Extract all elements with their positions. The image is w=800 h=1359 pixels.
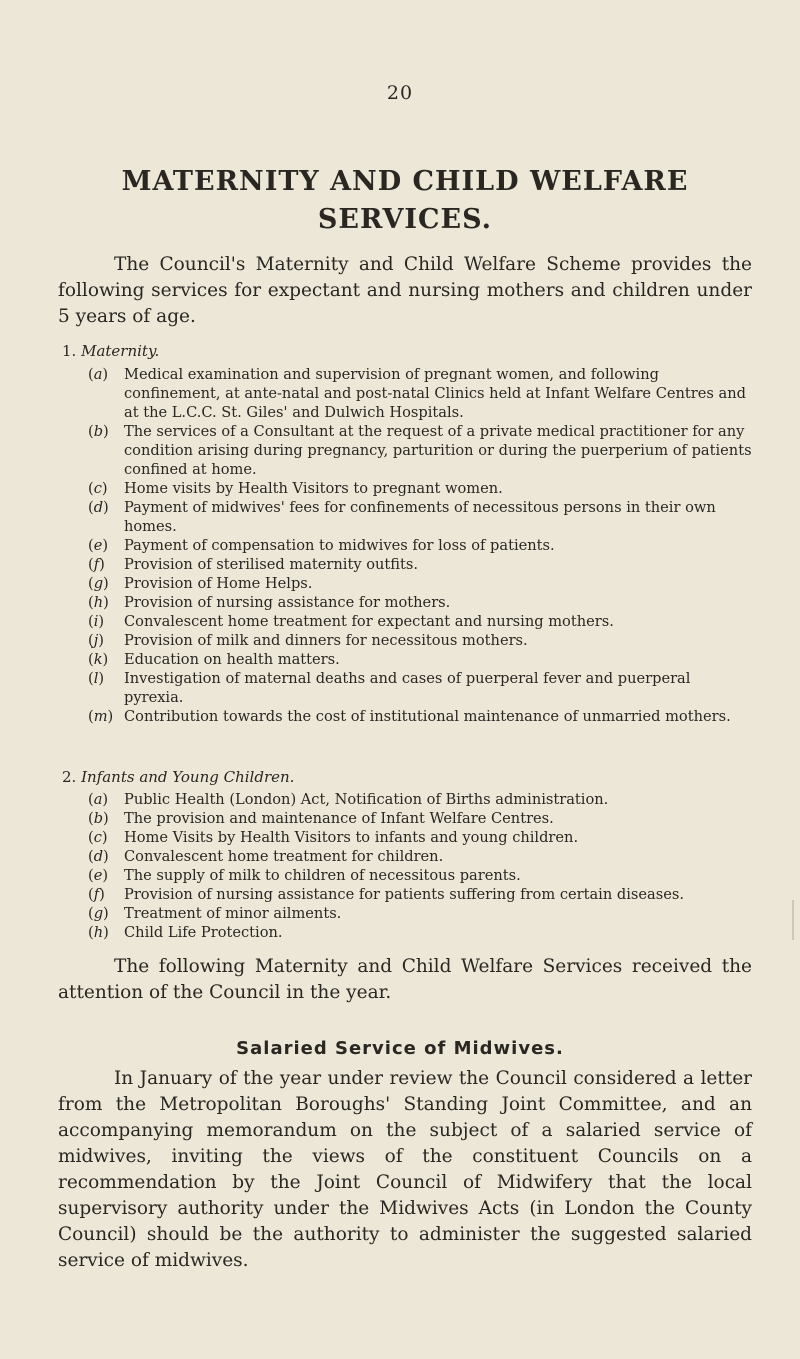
section-2-heading: [62, 768, 294, 786]
list-item: [88, 593, 754, 612]
list-item-letter: m: [93, 708, 108, 725]
list-item-text: Provision of Home Helps.: [124, 575, 313, 592]
list-item-letter: d: [93, 499, 104, 516]
list-item-marker: (b): [88, 810, 109, 827]
midwives-paragraph: In January of the year under review the Council considered a letter from the Metropolitan Boroughs' Standing Joint Committee, and an accompanying memorandum on the subject of a salaried service of midwives, inviting the views of the constituent Councils on a recommendation by the Joint Council of Midwifery that the local supervisory authority under the Midwives Acts (in London the County Council) should be the authority to administer the suggested salaried service of midwives.: [58, 1068, 752, 1271]
following-paragraph: The following Maternity and Child Welfare Services received the attention of the Council in the year.: [58, 956, 752, 1003]
page-edge-mark: [792, 900, 794, 940]
list-item-marker: (e): [88, 537, 109, 554]
list-item-marker: (l): [88, 670, 105, 687]
list-item-text: Convalescent home treatment for expectant and nursing mothers.: [124, 613, 614, 630]
list-item-letter: e: [93, 867, 103, 884]
list-item-marker: (a): [88, 791, 109, 808]
list-item-text: Home visits by Health Visitors to pregnant women.: [124, 480, 503, 497]
list-item-text: Provision of sterilised maternity outfits.: [124, 556, 418, 573]
list-item-marker: (b): [88, 423, 109, 440]
list-item: [88, 828, 754, 847]
list-item-letter: h: [93, 924, 104, 941]
list-item-letter: d: [93, 848, 104, 865]
list-item-letter: i: [93, 613, 99, 630]
intro-paragraph: The Council's Maternity and Child Welfare Scheme provides the following services for expectant and nursing mothers and children under 5 years of age.: [58, 254, 752, 327]
list-item: [88, 809, 754, 828]
page-number: 20: [386, 82, 414, 104]
list-item-marker: (e): [88, 867, 109, 884]
list-item-marker: (g): [88, 575, 109, 592]
list-item-text: The services of a Consultant at the request of a private medical practitioner for any condition arising during pregnancy, parturition or during the puerperium of patients confined at home.: [124, 423, 752, 478]
list-item-letter: h: [93, 594, 104, 611]
list-item-letter: b: [93, 810, 104, 827]
list-item-text: Investigation of maternal deaths and cases of puerperal fever and puerperal pyrexia.: [124, 670, 691, 706]
list-item: [88, 498, 754, 536]
list-item-text: Convalescent home treatment for children.: [124, 848, 444, 865]
list-item-marker: (k): [88, 651, 109, 668]
list-item-text: Child Life Protection.: [124, 924, 283, 941]
list-item: [88, 866, 754, 885]
list-item: [88, 885, 754, 904]
list-item-letter: g: [93, 905, 104, 922]
list-item-text: Provision of nursing assistance for patients suffering from certain diseases.: [124, 886, 684, 903]
list-item-text: Public Health (London) Act, Notification of Births administration.: [124, 791, 609, 808]
list-item-marker: (d): [88, 848, 109, 865]
list-item-text: The provision and maintenance of Infant Welfare Centres.: [124, 810, 554, 827]
list-item-text: Treatment of minor ailments.: [124, 905, 342, 922]
list-item-marker: (j): [88, 632, 104, 649]
list-item-letter: e: [93, 537, 103, 554]
list-item-text: Medical examination and supervision of pregnant women, and following confinement, at ante-natal and post-natal Clinics held at Infant Welfare Centres and at the L.C.C. St. Giles' and Dulwich Hospitals.: [124, 366, 746, 421]
list-item-letter: b: [93, 423, 104, 440]
infant-services-list: [88, 790, 754, 942]
list-item: [88, 650, 754, 669]
list-item-letter: c: [93, 829, 102, 846]
list-item-marker: (a): [88, 366, 109, 383]
list-item: [88, 536, 754, 555]
list-item-letter: g: [93, 575, 104, 592]
list-item-text: Payment of compensation to midwives for loss of patients.: [124, 537, 555, 554]
section-1-heading: [62, 342, 159, 360]
list-item: [88, 631, 754, 650]
list-item: [88, 365, 754, 422]
title-line-2: SERVICES.: [317, 204, 493, 235]
list-item-marker: (m): [88, 708, 114, 725]
section-2-title: Infants and Young Children.: [81, 768, 295, 786]
list-item-marker: (h): [88, 924, 109, 941]
list-item-letter: k: [93, 651, 103, 668]
list-item-text: Education on health matters.: [124, 651, 340, 668]
list-item-text: Provision of milk and dinners for necessitous mothers.: [124, 632, 528, 649]
list-item-letter: l: [93, 670, 99, 687]
list-item: [88, 790, 754, 809]
list-item: [88, 479, 754, 498]
list-item: [88, 574, 754, 593]
list-item: [88, 669, 754, 707]
list-item-letter: c: [93, 480, 102, 497]
list-item-letter: j: [93, 632, 99, 649]
list-item: [88, 904, 754, 923]
list-item-marker: (d): [88, 499, 109, 516]
list-item-letter: f: [93, 556, 100, 573]
list-item-marker: (i): [88, 613, 105, 630]
list-item-marker: (f): [88, 556, 105, 573]
list-item: [88, 847, 754, 866]
section-1-number: 1.: [62, 342, 77, 360]
list-item: [88, 707, 754, 726]
list-item-text: Contribution towards the cost of institutional maintenance of unmarried mothers.: [124, 708, 731, 725]
section-2-number: 2.: [62, 768, 77, 786]
page-title: [60, 163, 750, 239]
list-item-letter: f: [93, 886, 100, 903]
title-line-1: MATERNITY AND CHILD WELFARE: [121, 166, 689, 197]
list-item-text: Payment of midwives' fees for confinements of necessitous persons in their own homes.: [124, 499, 716, 535]
list-item-marker: (g): [88, 905, 109, 922]
list-item-text: Provision of nursing assistance for mothers.: [124, 594, 451, 611]
list-item: [88, 422, 754, 479]
list-item-marker: (c): [88, 480, 108, 497]
maternity-services-list: [88, 365, 754, 726]
list-item-text: Home Visits by Health Visitors to infants and young children.: [124, 829, 579, 846]
section-1-title: Maternity.: [81, 342, 160, 360]
list-item-letter: a: [93, 791, 103, 808]
list-item-letter: a: [93, 366, 103, 383]
list-item: [88, 612, 754, 631]
list-item-text: The supply of milk to children of necessitous parents.: [124, 867, 521, 884]
list-item: [88, 923, 754, 942]
list-item-marker: (c): [88, 829, 108, 846]
list-item-marker: (f): [88, 886, 105, 903]
list-item: [88, 555, 754, 574]
list-item-marker: (h): [88, 594, 109, 611]
section-subheading: Salaried Service of Midwives.: [236, 1038, 564, 1059]
